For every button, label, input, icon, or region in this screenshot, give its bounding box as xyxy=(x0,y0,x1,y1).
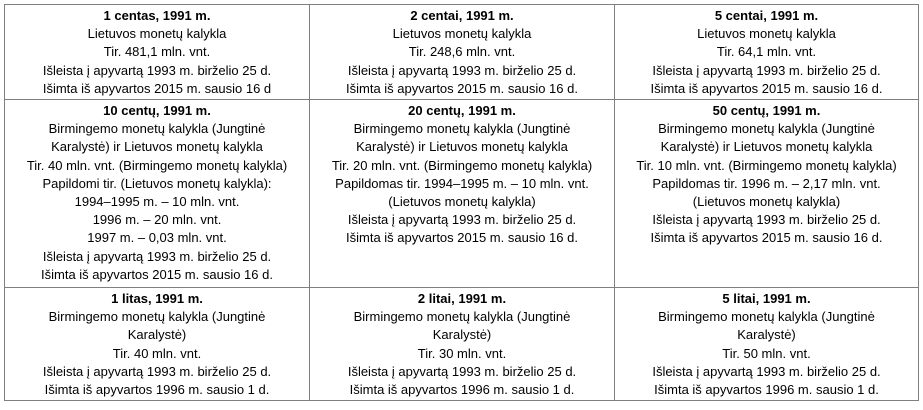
coin-cell xyxy=(615,5,919,100)
coin-detail-line: Karalystė) ir Lietuvos monetų kalykla xyxy=(660,139,873,155)
coin-detail-line: Lietuvos monetų kalykla xyxy=(697,26,836,42)
coin-detail-line: Papildomas tir. 1996 m. – 2,17 mln. vnt. xyxy=(652,175,881,191)
coin-detail-line: 1994–1995 m. – 10 mln. vnt. xyxy=(74,194,240,210)
coin-title: 1 litas, 1991 m. xyxy=(111,291,203,306)
coin-detail-line: Tir. 50 mln. vnt. xyxy=(722,345,811,361)
coin-title: 2 litai, 1991 m. xyxy=(417,291,507,306)
coin-detail-line: Tir. 40 mln. vnt. xyxy=(112,345,202,361)
coin-detail-line: Išimta iš apyvartos 2015 m. sausio 16 d xyxy=(42,80,272,96)
coin-detail-line: Išimta iš apyvartos 2015 m. sausio 16 d. xyxy=(346,80,578,96)
coin-detail-line: Tir. 481,1 mln. vnt. xyxy=(103,44,211,60)
coin-table xyxy=(4,4,919,401)
coin-title: 2 centai, 1991 m. xyxy=(410,8,514,23)
coin-detail-line: Karalystė) ir Lietuvos monetų kalykla xyxy=(356,139,568,155)
table-row xyxy=(5,5,919,100)
coin-detail-line: Birmingemo monetų kalykla (Jungtinė xyxy=(48,121,266,137)
coin-detail-line: Lietuvos monetų kalykla xyxy=(87,26,227,42)
coin-detail-line: Tir. 20 mln. vnt. (Birmingemo monetų kalykla) xyxy=(331,157,593,173)
coin-detail-line: Išimta iš apyvartos 2015 m. sausio 16 d. xyxy=(650,230,883,246)
table-row xyxy=(5,288,919,401)
coin-detail-line: Lietuvos monetų kalykla xyxy=(392,26,532,42)
coin-detail-line: Karalystė) ir Lietuvos monetų kalykla xyxy=(51,139,263,155)
coin-title: 20 centų, 1991 m. xyxy=(408,103,516,118)
coin-detail-line: Tir. 248,6 mln. vnt. xyxy=(408,44,516,60)
coin-cell xyxy=(5,100,310,288)
table-row xyxy=(5,100,919,288)
coin-detail-line: Tir. 40 mln. vnt. (Birmingemo monetų kalykla) xyxy=(26,157,288,173)
coin-detail-line: Išleista į apyvartą 1993 m. birželio 25 d. xyxy=(42,62,272,78)
coin-detail-line: Tir. 10 mln. vnt. (Birmingemo monetų kalykla) xyxy=(636,157,897,173)
coin-detail-line: Išleista į apyvartą 1993 m. birželio 25 d. xyxy=(347,363,577,379)
coin-cell xyxy=(5,5,310,100)
coin-detail-line: Papildomi tir. (Lietuvos monetų kalykla): xyxy=(42,175,272,191)
coin-detail-line: Karalystė) xyxy=(737,327,796,343)
coin-detail-line: Išimta iš apyvartos 1996 m. sausio 1 d. xyxy=(349,382,575,398)
coin-cell xyxy=(310,100,615,288)
coin-detail-line: Išimta iš apyvartos 2015 m. sausio 16 d. xyxy=(41,266,273,282)
coin-detail-line: (Lietuvos monetų kalykla) xyxy=(692,194,841,210)
coin-detail-line: Išimta iš apyvartos 2015 m. sausio 16 d. xyxy=(346,230,578,246)
coin-detail-line: Birmingemo monetų kalykla (Jungtinė xyxy=(658,121,875,137)
coin-detail-line: Birmingemo monetų kalykla (Jungtinė xyxy=(48,309,266,325)
coin-detail-line: Išleista į apyvartą 1993 m. birželio 25 d. xyxy=(652,212,881,228)
coin-cell xyxy=(5,288,310,401)
coin-detail-line: Išleista į apyvartą 1993 m. birželio 25 d. xyxy=(652,62,881,78)
coin-title: 5 litai, 1991 m. xyxy=(722,291,811,306)
coin-title: 10 centų, 1991 m. xyxy=(103,103,211,118)
coin-detail-line: 1997 m. – 0,03 mln. vnt. xyxy=(87,230,227,246)
coin-detail-line: Karalystė) xyxy=(432,327,492,343)
coin-cell xyxy=(310,5,615,100)
coin-title: 50 centų, 1991 m. xyxy=(712,103,821,118)
coin-title: 5 centai, 1991 m. xyxy=(714,8,819,23)
coin-detail-line: Išleista į apyvartą 1993 m. birželio 25 d. xyxy=(347,212,577,228)
coin-detail-line: Išimta iš apyvartos 2015 m. sausio 16 d. xyxy=(650,80,883,96)
coin-cell xyxy=(310,288,615,401)
coin-detail-line: Papildomas tir. 1994–1995 m. – 10 mln. vnt. xyxy=(335,175,589,191)
coin-detail-line: Išimta iš apyvartos 1996 m. sausio 1 d. xyxy=(654,382,879,398)
coin-detail-line: Tir. 30 mln. vnt. xyxy=(417,345,507,361)
coin-detail-line: Birmingemo monetų kalykla (Jungtinė xyxy=(353,121,571,137)
coin-detail-line: 1996 m. – 20 mln. vnt. xyxy=(92,212,222,228)
coin-detail-line: Išleista į apyvartą 1993 m. birželio 25 d. xyxy=(42,363,272,379)
coin-cell xyxy=(615,100,919,288)
coin-detail-line: Išleista į apyvartą 1993 m. birželio 25 d. xyxy=(42,248,272,264)
coin-detail-line: Išimta iš apyvartos 1996 m. sausio 1 d. xyxy=(44,382,270,398)
coin-detail-line: Išleista į apyvartą 1993 m. birželio 25 d. xyxy=(347,62,577,78)
coin-table-sheet xyxy=(4,4,918,406)
coin-cell xyxy=(615,288,919,401)
coin-detail-line: (Lietuvos monetų kalykla) xyxy=(388,194,536,210)
coin-detail-line: Birmingemo monetų kalykla (Jungtinė xyxy=(353,309,571,325)
coin-detail-line: Tir. 64,1 mln. vnt. xyxy=(716,44,817,60)
coin-detail-line: Birmingemo monetų kalykla (Jungtinė xyxy=(658,309,875,325)
coin-title: 1 centas, 1991 m. xyxy=(103,8,211,23)
coin-detail-line: Karalystė) xyxy=(127,327,187,343)
coin-detail-line: Išleista į apyvartą 1993 m. birželio 25 d. xyxy=(652,363,881,379)
